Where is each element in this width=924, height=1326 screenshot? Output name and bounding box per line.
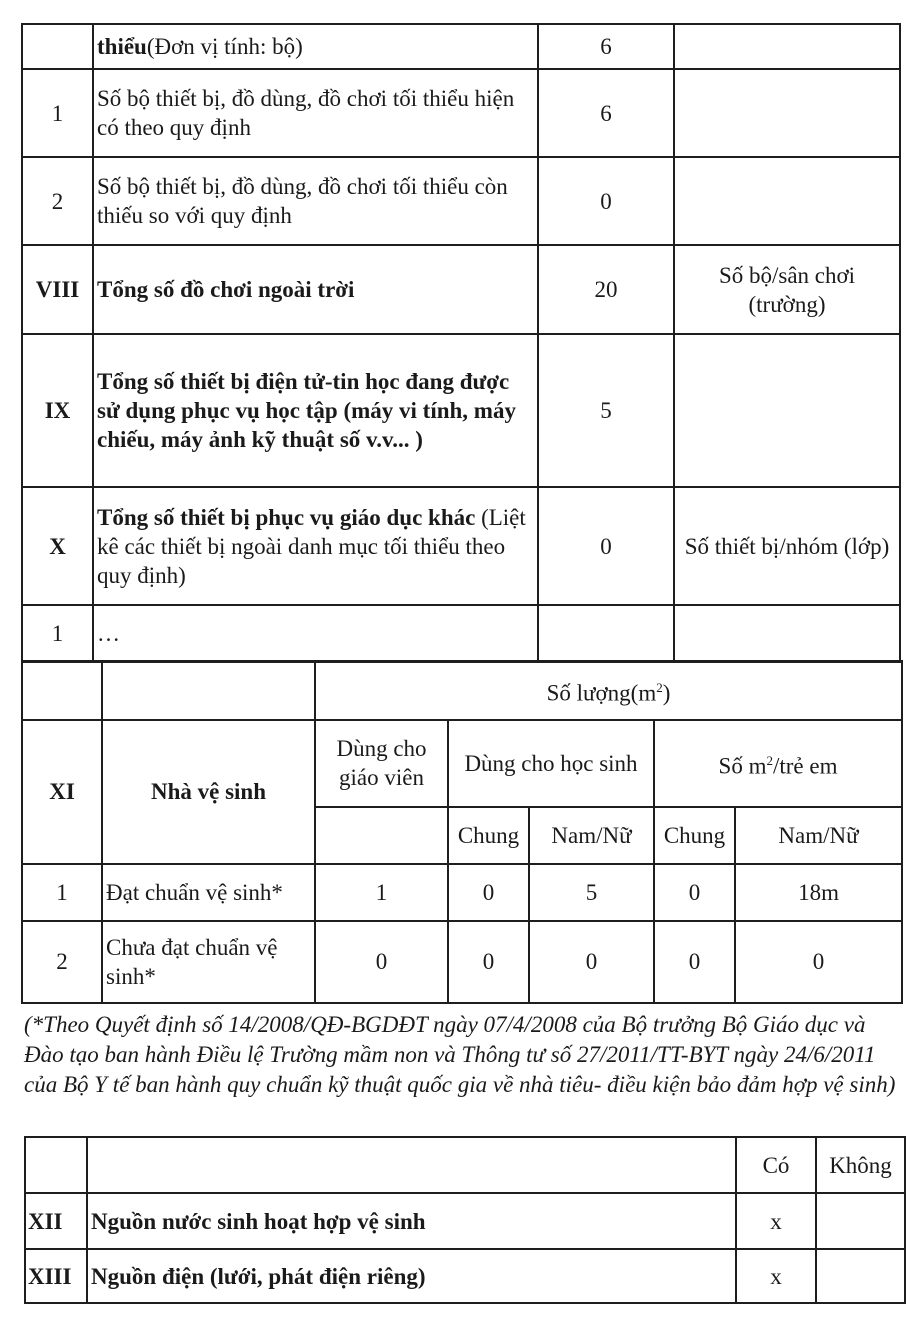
- row-number: [22, 24, 93, 69]
- equipment-table: [21, 23, 901, 662]
- row-description: Tổng số đồ chơi ngoài trời: [93, 245, 538, 334]
- row-number: X: [22, 487, 93, 605]
- row-value: [538, 605, 674, 661]
- table-row: [22, 334, 900, 487]
- no-header: Không: [816, 1137, 905, 1193]
- row-number: 2: [22, 157, 93, 245]
- header-row: [22, 662, 902, 720]
- row-note: Số bộ/sân chơi (trường): [674, 245, 900, 334]
- row-number: 1: [22, 69, 93, 157]
- row-description: thiểu(Đơn vị tính: bộ): [93, 24, 538, 69]
- yes-mark: x: [736, 1193, 816, 1249]
- table-row: [25, 1193, 905, 1249]
- row-number: 1: [22, 605, 93, 661]
- row-description: Tổng số thiết bị phục vụ giáo dục khác (Liệt kê các thiết bị ngoài danh mục tối thiểu theo quy định): [93, 487, 538, 605]
- table-row: [22, 157, 900, 245]
- row-note: [674, 157, 900, 245]
- row-value: 5: [538, 334, 674, 487]
- subheader-chung: Chung: [448, 807, 529, 864]
- table-row: [25, 1249, 905, 1303]
- row-description: Số bộ thiết bị, đồ dùng, đồ chơi tối thiểu hiện có theo quy định: [93, 69, 538, 157]
- no-mark: [816, 1249, 905, 1303]
- footnote: (*Theo Quyết định số 14/2008/QĐ-BGDĐT ngày 07/4/2008 của Bộ trưởng Bộ Giáo dục và Đào tạo ban hành Điều lệ Trường mầm non và Thông tư số 27/2011/TT-BYT ngày 24/6/2011 của Bộ Y tế ban hành quy chuẩn kỹ thuật quốc gia về nhà tiêu- điều kiện bảo đảm hợp vệ sinh): [24, 1012, 896, 1097]
- table-row: [22, 487, 900, 605]
- row-note: [674, 605, 900, 661]
- row-number: XII: [25, 1193, 87, 1249]
- row-note: [674, 24, 900, 69]
- table-row: 2 Chưa đạt chuẩn vệ sinh* 0 0 0 0 0: [22, 921, 902, 1003]
- section-number: XI: [22, 720, 102, 864]
- header-row: [25, 1137, 905, 1193]
- table-row: [22, 245, 900, 334]
- subheader-namnu: Nam/Nữ: [735, 807, 902, 864]
- yes-mark: x: [736, 1249, 816, 1303]
- row-value: 0: [538, 487, 674, 605]
- row-note: Số thiết bị/nhóm (lớp): [674, 487, 900, 605]
- row-number: IX: [22, 334, 93, 487]
- subheader-namnu: Nam/Nữ: [529, 807, 654, 864]
- quantity-header: Số $lượng(m^2)$: [315, 662, 902, 720]
- row-number: XIII: [25, 1249, 87, 1303]
- yes-header: Có: [736, 1137, 816, 1193]
- section-title: Nhà vệ sinh: [102, 720, 315, 864]
- row-description: Tổng số thiết bị điện tử-tin học đang được sử dụng phục vụ học tập (máy vi tính, máy chiếu, máy ảnh kỹ thuật số v.v... ): [93, 334, 538, 487]
- row-label: Nguồn điện (lưới, phát điện riêng): [87, 1249, 736, 1303]
- utilities-table: [24, 1136, 906, 1304]
- student-header: Dùng cho học sinh: [448, 720, 654, 807]
- row-description: Số bộ thiết bị, đồ dùng, đồ chơi tối thiểu còn thiếu so với quy định: [93, 157, 538, 245]
- row-number: VIII: [22, 245, 93, 334]
- toilet-table: [21, 660, 903, 1004]
- row-label: Đạt chuẩn vệ sinh*: [102, 864, 315, 921]
- row-value: 6: [538, 69, 674, 157]
- row-number: 1: [22, 864, 102, 921]
- row-note: [674, 334, 900, 487]
- no-mark: [816, 1193, 905, 1249]
- per-child-header: Số $m^2$/trẻ em: [654, 720, 902, 807]
- row-label: Nguồn nước sinh hoạt hợp vệ sinh: [87, 1193, 736, 1249]
- row-value: 0: [538, 157, 674, 245]
- table-row: [22, 605, 900, 661]
- table-row: 1 Đạt chuẩn vệ sinh* 1 0 5 0 18m: [22, 864, 902, 921]
- row-value: 20: [538, 245, 674, 334]
- row-note: [674, 69, 900, 157]
- subheader-chung: Chung: [654, 807, 735, 864]
- row-number: 2: [22, 921, 102, 1003]
- row-label: Chưa đạt chuẩn vệ sinh*: [102, 921, 315, 1003]
- teacher-header: Dùng cho giáo viên: [315, 720, 448, 807]
- table-row: [22, 69, 900, 157]
- row-description: …: [93, 605, 538, 661]
- row-value: 6: [538, 24, 674, 69]
- header-row: [22, 720, 902, 807]
- table-row: [22, 24, 900, 69]
